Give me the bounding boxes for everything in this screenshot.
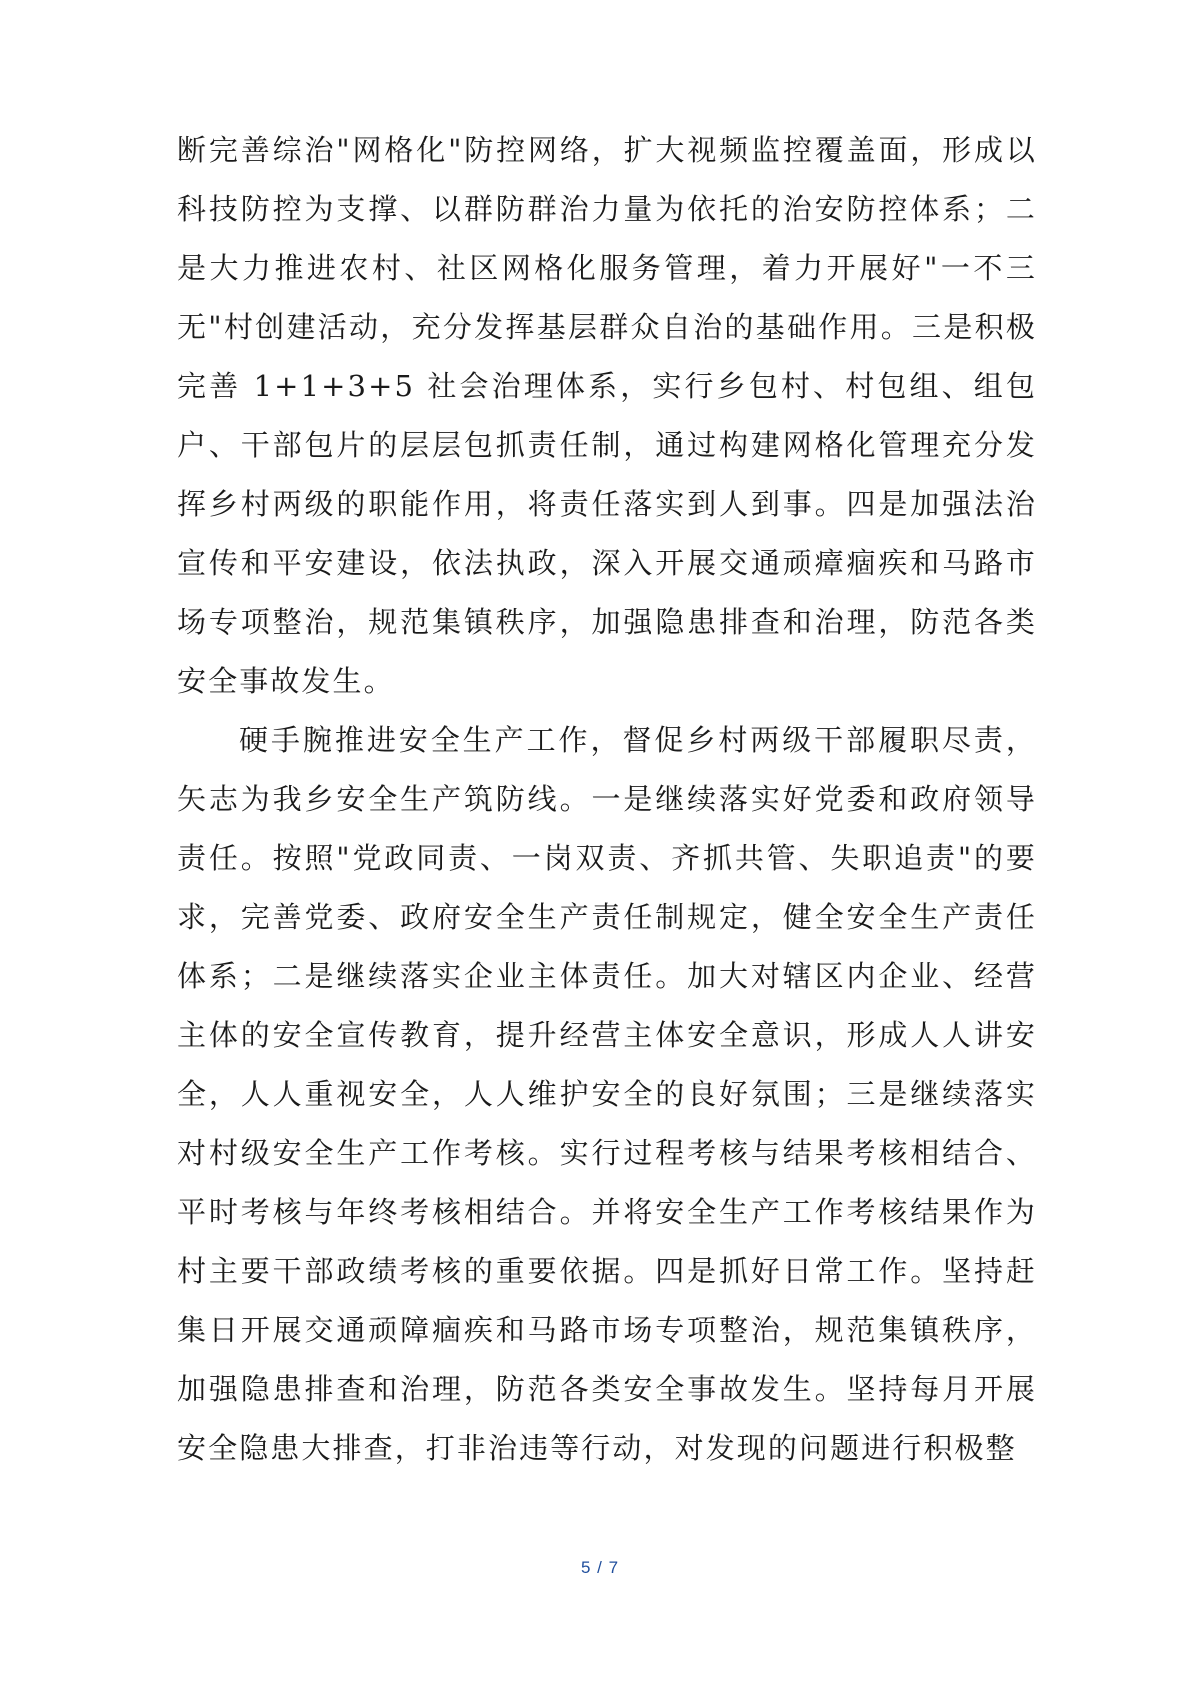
document-body bbox=[177, 121, 1037, 1478]
paragraph-safety-production: 硬手腕推进安全生产工作，督促乡村两级干部履职尽责，矢志为我乡安全生产筑防线。一是继续落实好党委和政府领导责任。按照"党政同责、一岗双责、齐抓共管、失职追责"的要求，完善党委、政府安全生产责任制规定，健全安全生产责任体系；二是继续落实企业主体责任。加大对辖区内企业、经营主体的安全宣传教育，提升经营主体安全意识，形成人人讲安全，人人重视安全，人人维护安全的良好氛围；三是继续落实对村级安全生产工作考核。实行过程考核与结果考核相结合、平时考核与年终考核相结合。并将安全生产工作考核结果作为村主要干部政绩考核的重要依据。四是抓好日常工作。坚持赶集日开展交通顽障痼疾和马路市场专项整治，规范集镇秩序，加强隐患排查和治理，防范各类安全事故发生。坚持每月开展安全隐患大排查，打非治违等行动，对发现的问题进行积极整 bbox=[177, 723, 1037, 1465]
page-number: 5 / 7 bbox=[580, 1558, 620, 1577]
paragraph-continuation: 断完善综治"网格化"防控网络，扩大视频监控覆盖面，形成以科技防控为支撑、以群防群治力量为依托的治安防控体系；二是大力推进农村、社区网格化服务管理，着力开展好"一不三无"村创建活动，充分发挥基层群众自治的基础作用。三是积极完善 1+1+3+5 社会治理体系，实行乡包村、村包组、组包户、干部包片的层层包抓责任制，通过构建网格化管理充分发挥乡村两级的职能作用，将责任落实到人到事。四是加强法治宣传和平安建设，依法执政，深入开展交通顽瘴痼疾和马路市场专项整治，规范集镇秩序，加强隐患排查和治理，防范各类安全事故发生。 bbox=[177, 133, 1037, 698]
